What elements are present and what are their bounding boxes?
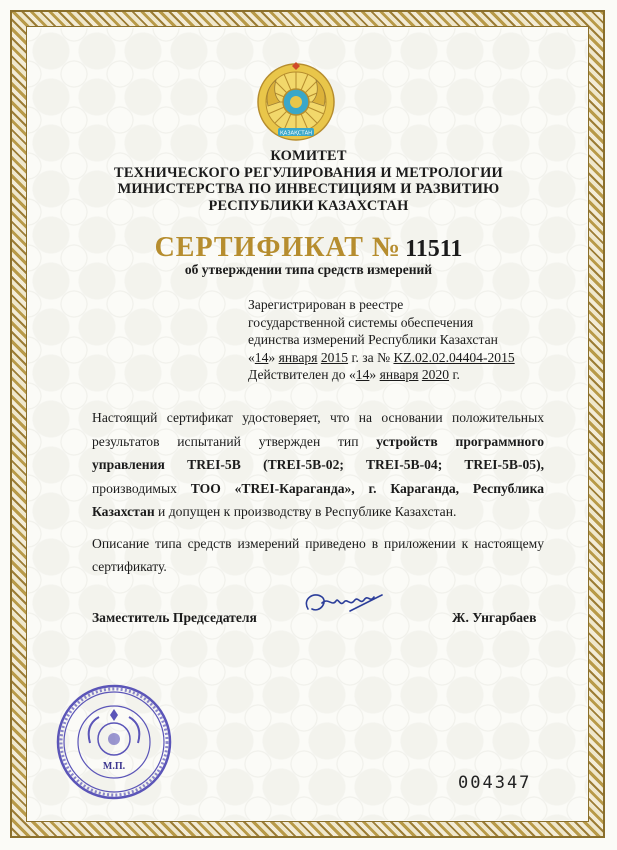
certificate-subtitle: об утверждении типа средств измерений — [184, 262, 433, 277]
issuer-line-3: МИНИСТЕРСТВА ПО ИНВЕСТИЦИЯМ И РАЗВИТИЮ — [117, 181, 500, 197]
validity-line — [248, 366, 568, 384]
registration-line-2: государственной системы обеспечения — [248, 314, 474, 330]
body-paragraph-2: Описание типа средств измерений приведено в приложении к настоящему сертификату. — [92, 535, 544, 574]
registration-line-3: единства измерений Республики Казахстан — [248, 332, 498, 347]
issuer-line-2: ТЕХНИЧЕСКОГО РЕГУЛИРОВАНИЯ И МЕТРОЛОГИИ — [114, 164, 503, 181]
validity-mid: » — [369, 367, 377, 382]
registration-month: января — [278, 349, 318, 365]
certificate-body — [92, 406, 544, 579]
signatory-position: Заместитель Председателя — [92, 610, 257, 625]
registration-year: 2015 — [320, 349, 349, 365]
issuer-line-1: КОМИТЕТ — [270, 148, 347, 164]
registration-line-1: Зарегистрирован в реестре — [248, 297, 404, 312]
issuer-header — [60, 148, 557, 214]
registration-day: 14 — [254, 349, 269, 365]
quote-close: » — [268, 349, 276, 365]
device-type: устройств программного управления TREI-5B (TREI-5B-02; TREI-5B-04; TREI-5B-05), — [92, 433, 544, 472]
manufacturer: ТОО «TREI-Караганда», г. Караганда, Республика Казахстан — [92, 480, 544, 519]
state-emblem-icon — [256, 62, 336, 142]
body-text-a: Настоящий сертификат удостоверяет, что на основании положительных результатов испытаний утвержден тип — [92, 410, 544, 449]
registration-date-line — [248, 349, 568, 367]
validity-month: января — [379, 367, 419, 382]
registration-number: KZ.02.02.04404-2015 — [393, 349, 515, 365]
quote-open: « — [248, 349, 255, 365]
body-text-c: производимых — [92, 480, 191, 496]
seal-label: М.П. — [102, 761, 126, 772]
emblem-label: ҚАЗАҚСТАН — [279, 130, 313, 137]
body-text-e: и допущен к производству в Республике Казахстан. — [154, 504, 457, 519]
validity-prefix: Действителен до « — [248, 367, 356, 382]
validity-suffix: г. — [449, 367, 460, 382]
official-seal-icon — [55, 683, 173, 801]
certificate-title — [60, 232, 557, 264]
validity-year: 2020 — [421, 367, 450, 382]
body-paragraph-1 — [92, 406, 544, 524]
serial-number: 004347 — [458, 773, 532, 793]
certificate-title-word: СЕРТИФИКАТ № — [154, 232, 402, 263]
registration-block — [248, 296, 568, 384]
handwritten-signature — [300, 585, 390, 625]
validity-day: 14 — [355, 367, 370, 382]
issuer-line-4: РЕСПУБЛИКИ КАЗАХСТАН — [208, 197, 409, 214]
signatory-name: Ж. Унгарбаев — [452, 610, 537, 625]
registration-year-suffix: г. за № — [348, 349, 391, 365]
certificate-number: 11511 — [405, 236, 463, 262]
